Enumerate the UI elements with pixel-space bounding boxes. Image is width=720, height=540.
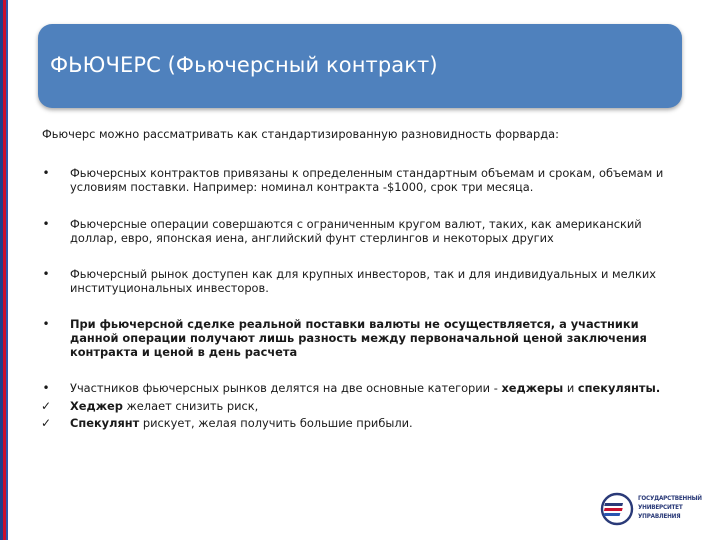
bullet-text: При фьючерсной сделке реальной поставки валюты не осуществляется, а участники данной операции получают лишь разность между первоначальной ценой заключения контракта и ценой в день расчета	[70, 317, 647, 359]
logo-text	[638, 494, 710, 521]
checkmark-icon: ✓	[40, 416, 52, 430]
intro-text: Фьючерс можно рассматривать как стандартизированную разновидность форварда:	[42, 127, 559, 141]
slide-title: ФЬЮЧЕРС (Фьючерсный контракт)	[50, 53, 438, 77]
checkmark-icon: ✓	[40, 399, 52, 413]
bullet-marker: •	[42, 166, 50, 180]
check-term: Хеджер	[70, 399, 123, 413]
bullet-marker: •	[42, 317, 50, 331]
check-text	[70, 399, 685, 413]
bullet-text	[70, 381, 685, 395]
bullet-text: Фьючерсный рынок доступен как для крупных инвесторов, так и для индивидуальных и мелких институциональных инвесторов.	[70, 267, 656, 295]
check-text	[70, 416, 685, 430]
university-emblem-icon	[600, 492, 634, 526]
stripe-blue-inner	[6, 0, 8, 540]
categories-and: и	[563, 381, 578, 395]
left-decorative-stripes	[0, 0, 9, 540]
check-rest: рискует, желая получить большие прибыли.	[139, 416, 413, 430]
logo-line: УНИВЕРСИТЕТ	[638, 504, 683, 511]
bullet-marker: •	[42, 217, 50, 231]
bullet-text: Фьючерсных контрактов привязаны к определенным стандартным объемам и срокам, объемам и условиям поставки. Например: номинал контракта -$1000, срок три месяца.	[70, 166, 664, 194]
logo-line: УПРАВЛЕНИЯ	[638, 513, 681, 520]
bullet-marker: •	[42, 267, 50, 281]
check-rest: желает снизить риск,	[122, 399, 259, 413]
categories-text: Участников фьючерсных рынков делятся на две основные категории -	[70, 381, 502, 395]
bullet-marker: •	[42, 381, 50, 395]
bullet-text: Фьючерсные операции совершаются с ограниченным кругом валют, таких, как американский доллар, евро, японская иена, английский фунт стерлингов и некоторых других	[70, 217, 642, 245]
logo-line: ГОСУДАРСТВЕННЫЙ	[638, 495, 702, 502]
term-hedgers: хеджеры	[501, 381, 564, 395]
term-speculators: спекулянты.	[577, 381, 661, 395]
check-term: Спекулянт	[70, 416, 140, 430]
university-logo	[600, 492, 710, 526]
